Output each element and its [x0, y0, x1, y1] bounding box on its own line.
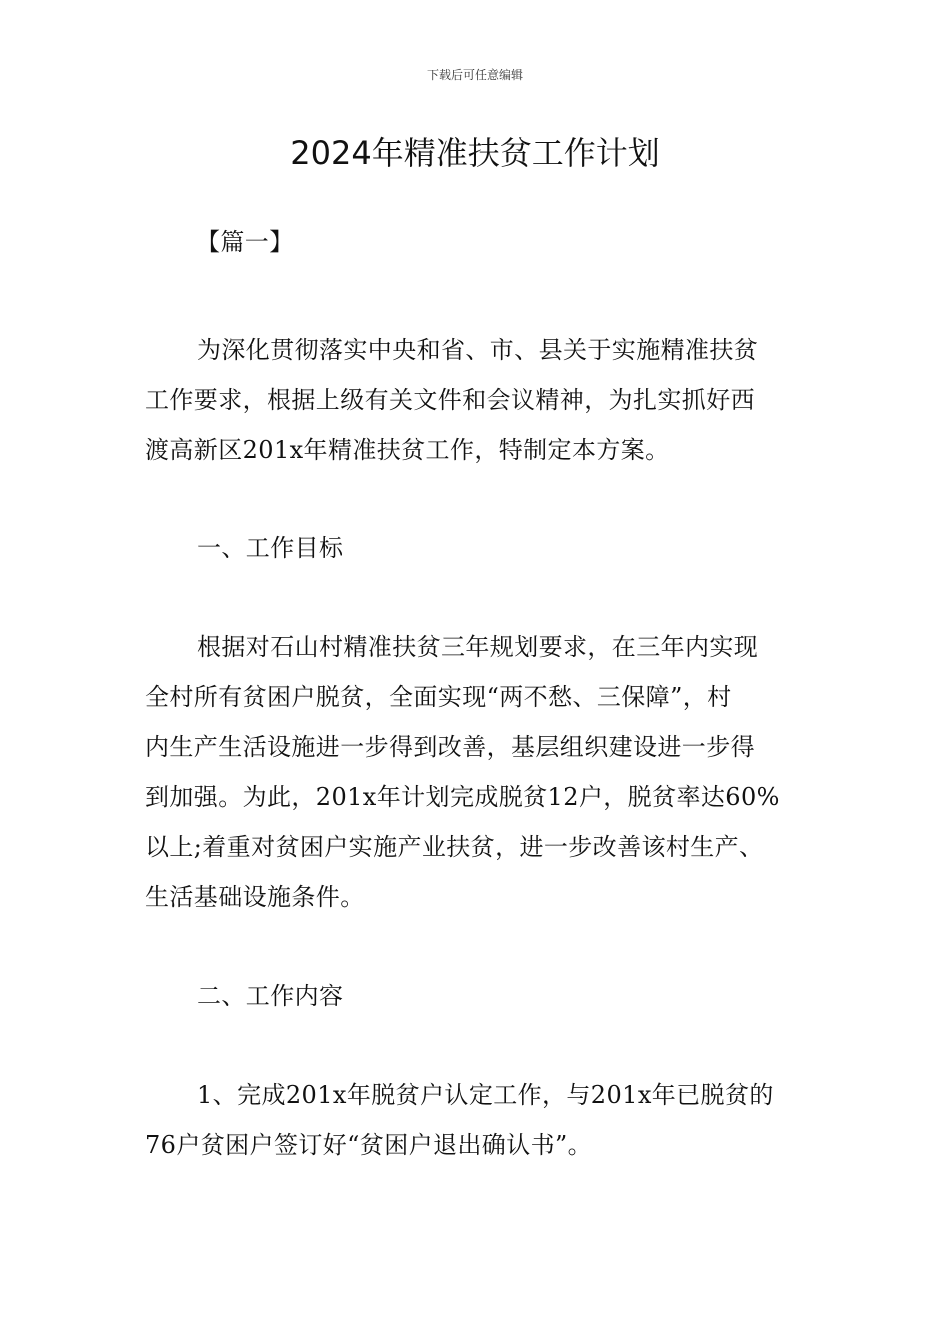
section-heading-content: [197, 971, 862, 1021]
paragraph-line: 到加强。为此，201x年计划完成脱贫12户，脱贫率达60%: [145, 783, 780, 811]
paragraph-line: 全村所有贫困户脱贫，全面实现“两不愁、三保障”，村: [145, 683, 732, 711]
header-note: 下载后可任意编辑: [426, 68, 523, 82]
section-heading-goals: [197, 523, 862, 573]
section-heading-text: 二、工作内容: [197, 982, 344, 1010]
paragraph-line: 渡高新区201x年精准扶贫工作，特制定本方案。: [145, 436, 670, 464]
section-marker-text: 【篇一】: [196, 228, 294, 256]
section-marker: [196, 217, 861, 267]
paragraph-line: 为深化贯彻落实中央和省、市、县关于实施精准扶贫: [197, 336, 759, 364]
paragraph-line: 76户贫困户签订好“贫困户退出确认书”。: [145, 1131, 593, 1159]
content-item-1: [145, 1070, 810, 1170]
goals-paragraph: [145, 622, 810, 922]
section-heading-text: 一、工作目标: [197, 534, 344, 562]
paragraph-line: 1、完成201x年脱贫户认定工作，与201x年已脱贫的: [197, 1081, 774, 1109]
paragraph-line: 以上;着重对贫困户实施产业扶贫，进一步改善该村生产、: [145, 833, 764, 861]
paragraph-line: 生活基础设施条件。: [145, 883, 365, 911]
paragraph-line: 内生产生活设施进一步得到改善，基层组织建设进一步得: [145, 733, 755, 761]
paragraph-line: 根据对石山村精准扶贫三年规划要求，在三年内实现: [197, 633, 759, 661]
paragraph-line: 工作要求，根据上级有关文件和会议精神，为扎实抓好西: [145, 386, 755, 414]
intro-paragraph: [145, 325, 810, 475]
document-title: 2024年精准扶贫工作计划: [290, 134, 660, 172]
